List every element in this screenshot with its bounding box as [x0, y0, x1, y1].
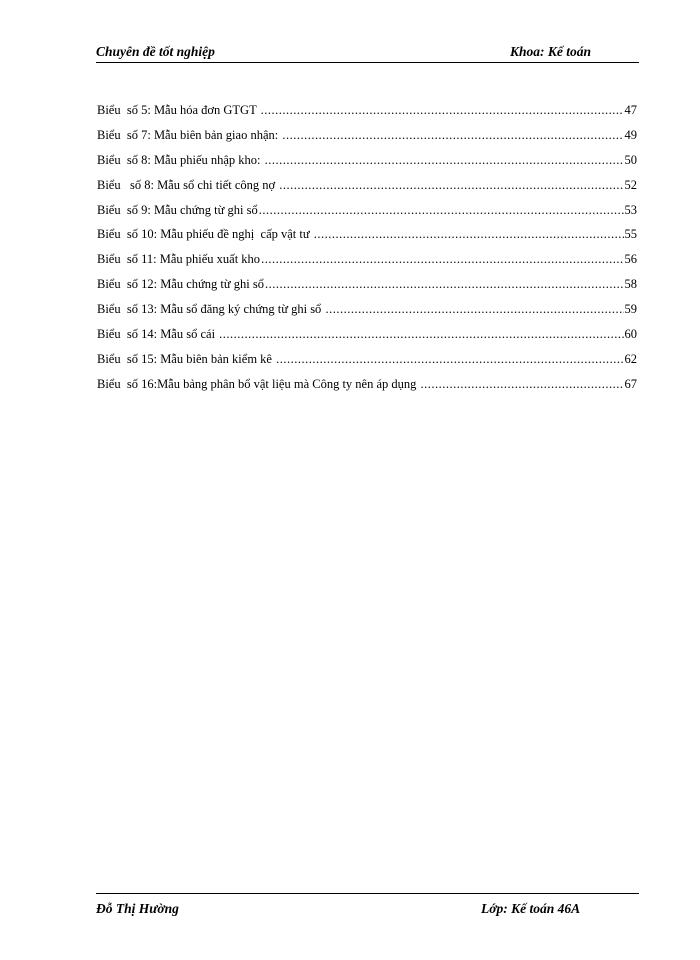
toc-entry-label: Biểu số 8: Mẫu phiếu nhập kho:: [97, 152, 264, 167]
toc-entry-label: Biểu số 11: Mẫu phiếu xuất kho: [97, 252, 261, 267]
toc-entry-page: 50: [624, 152, 637, 167]
toc-dot-leader: [276, 352, 623, 367]
toc-entry[interactable]: [97, 252, 637, 277]
header-document-type: Chuyên đề tốt nghiệp: [96, 44, 215, 59]
header-department: Khoa: Kế toán: [510, 44, 592, 59]
toc-entry-label: Biểu số 14: Mẫu sổ cái: [97, 327, 219, 342]
toc-dot-leader: [265, 153, 624, 168]
toc-dot-leader: [314, 227, 624, 242]
toc-entry[interactable]: [97, 377, 637, 402]
toc-entry[interactable]: [97, 352, 637, 377]
toc-dot-leader: [282, 128, 623, 143]
toc-entry-page: 59: [624, 302, 637, 317]
toc-entry[interactable]: [97, 277, 637, 302]
toc-dot-leader: [261, 103, 624, 118]
toc-entry-label: Biểu số 9: Mẫu chứng từ ghi sổ: [97, 202, 258, 217]
toc-entry-page: 55: [624, 227, 637, 242]
toc-dot-leader: [261, 252, 623, 267]
toc-entry[interactable]: [97, 128, 637, 153]
toc-dot-leader: [279, 178, 623, 193]
toc-dot-leader: [421, 377, 624, 392]
toc-entry-page: 47: [624, 103, 637, 117]
toc-entry[interactable]: [97, 153, 637, 178]
table-of-contents: [97, 103, 637, 402]
page-header: [96, 44, 639, 63]
toc-entry-page: 58: [624, 277, 637, 292]
toc-entry-label: Biểu số 15: Mẫu biên bản kiểm kê: [97, 351, 276, 366]
toc-entry-page: 60: [624, 327, 637, 342]
toc-entry-label: Biểu số 12: Mẫu chứng từ ghi sổ: [97, 277, 265, 292]
toc-entry-page: 56: [624, 252, 637, 267]
toc-entry-label: Biểu số 10: Mẫu phiếu đề nghị cấp vật tư: [97, 227, 313, 242]
toc-entry-label: Biểu số 13: Mẫu sổ đăng ký chứng từ ghi sổ: [97, 302, 325, 317]
toc-entry[interactable]: [97, 103, 637, 128]
toc-entry-label: Biểu số 7: Mẫu biên bản giao nhận:: [97, 127, 282, 142]
toc-entry[interactable]: [97, 178, 637, 203]
toc-entry[interactable]: [97, 327, 637, 352]
toc-entry-page: 53: [624, 202, 637, 217]
toc-entry-label: Biểu số 5: Mẫu hóa đơn GTGT: [97, 103, 260, 117]
toc-entry-page: 67: [624, 376, 637, 391]
toc-entry[interactable]: [97, 302, 637, 327]
toc-entry[interactable]: [97, 227, 637, 252]
toc-entry-page: 62: [624, 351, 637, 366]
toc-entry[interactable]: [97, 203, 637, 228]
footer-class: Lớp: Kế toán 46A: [481, 901, 581, 916]
page-footer: [96, 893, 639, 914]
toc-entry-label: Biểu số 8: Mẫu sổ chi tiết công nợ: [97, 177, 279, 192]
toc-dot-leader: [265, 277, 623, 292]
toc-dot-leader: [259, 203, 624, 218]
toc-entry-page: 52: [624, 177, 637, 192]
toc-entry-page: 49: [624, 127, 637, 142]
toc-entry-label: Biểu số 16:Mẫu bảng phân bổ vật liệu mà Công ty nên áp dụng: [97, 376, 420, 391]
footer-author: Đỗ Thị Hường: [96, 901, 179, 916]
toc-dot-leader: [325, 302, 623, 317]
toc-dot-leader: [219, 327, 623, 342]
